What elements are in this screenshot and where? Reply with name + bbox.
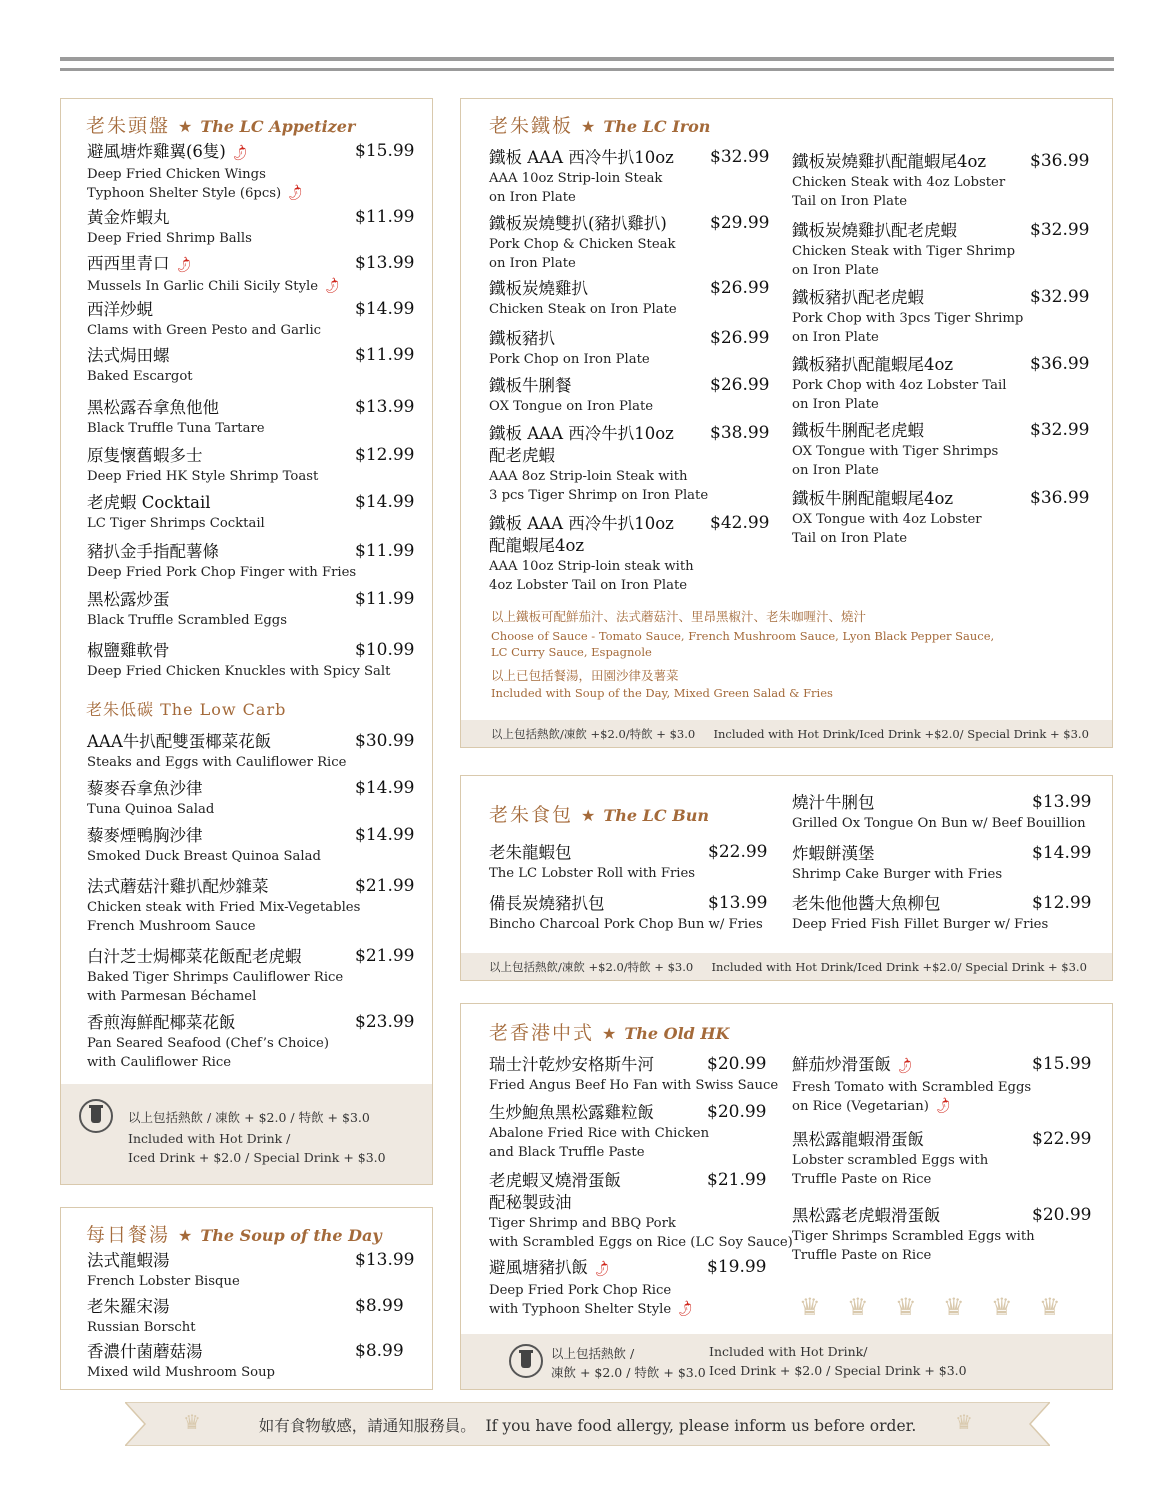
sauce-note-en1: Choose of Sauce - Tomato Sauce, French Mushroom Sauce, Lyon Black Pepper Sauce, <box>491 629 995 643</box>
item-name-en: Baked Tiger Shrimps Cauliflower Rice <box>87 970 344 985</box>
item-name-en: Shrimp Cake Burger with Fries <box>792 867 1003 882</box>
item-price: $11.99 <box>355 207 415 227</box>
bun-drink-note: 以上包括熱飲/凍飲 +$2.0/特飲 + $3.0 Included with Hot Drink/Iced Drink +$2.0/ Special Drink + $3.0 <box>489 960 1087 974</box>
bun-title: 老朱食包 ★ The LC Bun <box>489 804 709 826</box>
item-name-en: Clams with Green Pesto and Garlic <box>87 323 322 338</box>
menu-item <box>87 778 415 819</box>
item-name-en: Tiger Shrimp and BBQ Pork <box>489 1216 676 1231</box>
item-name-zh-line2: 配龍蝦尾4oz <box>489 536 585 555</box>
item-name-en: Deep Fried Pork Chop Rice <box>489 1283 672 1298</box>
item-name-en: Pork Chop & Chicken Steak <box>489 237 676 252</box>
item-name-en: Lobster scrambled Eggs with <box>792 1153 989 1168</box>
item-name-en: AAA 10oz Strip-loin Steak <box>489 171 663 186</box>
menu-item <box>792 1054 1092 1117</box>
menu-item <box>87 1012 415 1072</box>
item-name-en-line2: on Iron Plate <box>792 397 879 412</box>
item-name-zh: 鐵板 AAA 西冷牛扒10oz <box>489 514 674 533</box>
item-name-zh: 鐵板炭燒雞扒配龍蝦尾4oz <box>792 152 987 171</box>
item-name-en: French Lobster Bisque <box>87 1274 240 1289</box>
chili-icon: 🌶 <box>321 276 343 297</box>
item-name-zh: 鐵板豬扒配龍蝦尾4oz <box>792 355 954 374</box>
item-price: $12.99 <box>355 445 415 465</box>
item-name-zh: 黃金炸蝦丸 <box>87 208 170 227</box>
item-name-zh: 鐵板炭燒雞扒 <box>489 279 588 298</box>
item-price: $22.99 <box>708 842 768 862</box>
item-name-en-line2: on Iron Plate <box>792 330 879 345</box>
item-name-zh: 西洋炒蜆 <box>87 300 153 319</box>
bun-drink-bar <box>461 953 1112 980</box>
menu-item <box>792 893 1092 934</box>
item-price: $11.99 <box>355 589 415 609</box>
item-price: $14.99 <box>355 492 415 512</box>
item-name-en: Russian Borscht <box>87 1320 196 1335</box>
chili-icon: 🌶 <box>894 1056 916 1077</box>
item-name-en-line2: on Iron Plate <box>489 190 576 205</box>
item-name-zh: 鐵板炭燒雙扒(豬扒雞扒) <box>489 214 667 233</box>
item-price: $13.99 <box>355 1250 415 1270</box>
menu-item <box>792 220 1090 280</box>
iron-drink-note: 以上包括熱飲/凍飲 +$2.0/特飲 + $3.0 Included with Hot Drink/Iced Drink +$2.0/ Special Drink + $3.0 <box>491 727 1089 741</box>
item-name-zh: 鐵板 AAA 西冷牛扒10oz <box>489 148 674 167</box>
item-name-en: Pan Seared Seafood (Chef’s Choice) <box>87 1036 329 1051</box>
item-name-en-line2: with Parmesan Béchamel <box>87 989 257 1004</box>
menu-item <box>87 1341 404 1382</box>
crown-icon: ♛ <box>955 1410 973 1434</box>
item-name-en-line2: on Rice (Vegetarian) 🌶 <box>792 1096 954 1117</box>
item-name-zh: 老虎蝦 Cocktail <box>87 493 211 512</box>
menu-item <box>792 488 1090 548</box>
item-name-en-line2: Truffle Paste on Rice <box>792 1172 932 1187</box>
item-name-zh: 鐵板牛脷配龍蝦尾4oz <box>792 489 954 508</box>
item-name-zh: 鐵板牛脷配老虎蝦 <box>792 421 924 440</box>
item-name-en-line2: on Iron Plate <box>792 263 879 278</box>
menu-item <box>87 207 415 248</box>
item-price: $8.99 <box>355 1341 404 1361</box>
drink-note-en1: Included with Hot Drink / <box>128 1131 291 1146</box>
item-name-zh: 香濃什菌蘑菇湯 <box>87 1342 203 1361</box>
item-price: $42.99 <box>710 513 770 533</box>
item-name-en-line2: 4oz Lobster Tail on Iron Plate <box>489 578 688 593</box>
item-price: $14.99 <box>355 299 415 319</box>
item-name-zh: 老朱羅宋湯 <box>87 1297 170 1316</box>
item-name-en-line2: Tail on Iron Plate <box>792 194 908 209</box>
item-name-en: Black Truffle Tuna Tartare <box>87 421 265 436</box>
item-name-zh: 生炒鮑魚黑松露雞粒飯 <box>489 1103 654 1122</box>
item-name-zh: 鐵板豬扒配老虎蝦 <box>792 288 924 307</box>
star-icon: ★ <box>581 806 596 825</box>
oldhk-drink-bar <box>461 1334 1112 1389</box>
star-icon: ★ <box>581 117 596 136</box>
included-note-en: Included with Soup of the Day, Mixed Green Salad & Fries <box>491 686 833 700</box>
item-name-zh: 炸蝦餅漢堡 <box>792 844 875 863</box>
item-price: $29.99 <box>710 213 770 233</box>
item-name-zh: 避風塘炸雞翼(6隻) 🌶 <box>87 141 304 165</box>
item-price: $22.99 <box>1032 1129 1092 1149</box>
item-name-zh: 豬扒金手指配薯條 <box>87 542 219 561</box>
crown-icon: ♛ <box>847 1293 869 1321</box>
oldhk-drink-zh2: 凍飲 + $2.0 / 特飲 + $3.0 <box>551 1365 706 1380</box>
item-name-zh: 法式焗田螺 <box>87 346 170 365</box>
iron-drink-bar <box>461 720 1112 747</box>
item-price: $21.99 <box>707 1170 767 1190</box>
item-name-en-line2: French Mushroom Sauce <box>87 919 256 934</box>
item-price: $36.99 <box>1030 354 1090 374</box>
item-name-zh: 避風塘豬扒飯 🌶 <box>489 1257 694 1281</box>
menu-item <box>489 1170 793 1252</box>
item-name-en: Deep Fried Shrimp Balls <box>87 231 252 246</box>
chili-icon: 🌶 <box>172 255 195 276</box>
item-price: $10.99 <box>355 640 415 660</box>
menu-item <box>489 423 770 505</box>
item-name-en: Mussels In Garlic Chili Sicily Style 🌶 <box>87 276 343 297</box>
menu-item <box>489 1054 778 1095</box>
item-price: $15.99 <box>1032 1054 1092 1074</box>
crown-icon: ♛ <box>799 1293 821 1321</box>
crown-icon: ♛ <box>1039 1293 1061 1321</box>
chili-icon: 🌶 <box>932 1096 954 1117</box>
item-price: $19.99 <box>707 1257 767 1277</box>
item-name-zh: 椒鹽雞軟骨 <box>87 641 170 660</box>
drink-cup-icon <box>79 1099 113 1133</box>
item-name-en: The LC Lobster Roll with Fries <box>489 866 696 881</box>
item-name-en-line2: Typhoon Shelter Style (6pcs) 🌶 <box>87 183 307 204</box>
item-name-en: Baked Escargot <box>87 369 193 384</box>
item-name-zh: 老朱龍蝦包 <box>489 843 572 862</box>
menu-item <box>489 328 770 369</box>
top-rule-1 <box>60 57 1114 61</box>
item-price: $26.99 <box>710 278 770 298</box>
menu-item <box>87 876 415 936</box>
menu-item <box>87 825 415 866</box>
drink-note-zh: 以上包括熱飲 / 凍飲 + $2.0 / 特飲 + $3.0 <box>128 1110 370 1125</box>
sauce-note-zh: 以上鐵板可配鮮茄汁、法式蘑菇汁、里昂黑椒汁、老朱咖喱汁、燒汁 <box>491 609 867 624</box>
oldhk-drink-en2: Iced Drink + $2.0 / Special Drink + $3.0 <box>709 1363 967 1378</box>
item-name-zh: 黑松露吞拿魚他他 <box>87 398 219 417</box>
item-name-zh: 鐵板炭燒雞扒配老虎蝦 <box>792 221 957 240</box>
item-name-zh: 鐵板豬扒 <box>489 329 555 348</box>
menu-item <box>87 1296 404 1337</box>
item-name-en: Deep Fried Chicken Knuckles with Spicy Salt <box>87 664 391 679</box>
iron-panel <box>460 98 1113 748</box>
menu-item <box>792 792 1092 833</box>
item-price: $26.99 <box>710 328 770 348</box>
item-name-zh: 原隻懷舊蝦多士 <box>87 446 203 465</box>
chili-icon: 🌶 <box>284 183 307 204</box>
soup-title: 每日餐湯 ★ The Soup of the Day <box>86 1224 382 1246</box>
item-name-zh: 瑞士汁乾炒安格斯牛河 <box>489 1055 654 1074</box>
menu-item <box>792 420 1090 480</box>
item-price: $14.99 <box>355 778 415 798</box>
item-name-en: Deep Fried Chicken Wings <box>87 167 266 182</box>
item-name-en: Chicken Steak on Iron Plate <box>489 302 677 317</box>
soup-panel <box>60 1207 433 1390</box>
appetizer-title: 老朱頭盤 ★ The LC Appetizer <box>86 115 356 137</box>
menu-item <box>87 640 415 681</box>
item-name-zh: 鐵板牛脷餐 <box>489 376 572 395</box>
drink-note-en2: Iced Drink + $2.0 / Special Drink + $3.0 <box>128 1150 386 1165</box>
menu-item <box>87 1250 415 1291</box>
oldhk-title: 老香港中式 ★ The Old HK <box>489 1022 730 1044</box>
item-price: $13.99 <box>1032 792 1092 812</box>
crown-icon: ♛ <box>943 1293 965 1321</box>
item-name-en: Tiger Shrimps Scrambled Eggs with <box>792 1229 1035 1244</box>
item-name-en: Black Truffle Scrambled Eggs <box>87 613 287 628</box>
drink-cup-icon <box>509 1344 543 1378</box>
oldhk-drink-en1: Included with Hot Drink/ <box>709 1344 868 1359</box>
item-price: $30.99 <box>355 731 415 751</box>
item-price: $8.99 <box>355 1296 404 1316</box>
item-name-zh: 黑松露炒蛋 <box>87 590 170 609</box>
item-name-en: OX Tongue with Tiger Shrimps <box>792 444 999 459</box>
iron-title: 老朱鐵板 ★ The LC Iron <box>489 115 711 137</box>
item-price: $20.99 <box>1032 1205 1092 1225</box>
item-name-en: Smoked Duck Breast Quinoa Salad <box>87 849 321 864</box>
menu-item <box>489 213 770 273</box>
item-name-en: Deep Fried Pork Chop Finger with Fries <box>87 565 357 580</box>
included-note-zh: 以上已包括餐湯，田園沙律及薯菜 <box>491 668 679 683</box>
item-name-en: Grilled Ox Tongue On Bun w/ Beef Bouillion <box>792 816 1086 831</box>
appetizer-lowcarb-panel <box>60 98 433 1185</box>
menu-item <box>87 299 415 340</box>
item-price: $20.99 <box>707 1054 767 1074</box>
item-name-en: Abalone Fried Rice with Chicken <box>489 1126 710 1141</box>
item-price: $32.99 <box>710 147 770 167</box>
item-name-zh: 備長炭燒豬扒包 <box>489 894 605 913</box>
allergy-ribbon <box>125 1402 1050 1446</box>
item-name-zh: 黑松露老虎蝦滑蛋飯 <box>792 1206 941 1225</box>
menu-item <box>489 513 770 595</box>
menu-item <box>489 893 768 934</box>
item-price: $21.99 <box>355 946 415 966</box>
menu-item <box>87 946 415 1006</box>
item-name-en: Mixed wild Mushroom Soup <box>87 1365 275 1380</box>
item-name-en-line2: 3 pcs Tiger Shrimp on Iron Plate <box>489 488 709 503</box>
top-rule-2 <box>60 68 1114 71</box>
menu-item <box>87 589 415 630</box>
item-name-en-line2: on Iron Plate <box>792 463 879 478</box>
star-icon: ★ <box>602 1024 617 1043</box>
item-price: $36.99 <box>1030 151 1090 171</box>
item-name-en: Fried Angus Beef Ho Fan with Swiss Sauce <box>489 1078 779 1093</box>
item-price: $26.99 <box>710 375 770 395</box>
item-name-zh: 西西里青口 🌶 <box>87 253 341 277</box>
item-price: $23.99 <box>355 1012 415 1032</box>
menu-item <box>489 375 770 416</box>
menu-item <box>87 541 415 582</box>
item-price: $13.99 <box>355 397 415 417</box>
oldhk-drink-zh1: 以上包括熱飲 / <box>551 1346 635 1361</box>
item-name-zh: 白汁芝士焗椰菜花飯配老虎蝦 <box>87 947 302 966</box>
item-name-en: Pork Chop on Iron Plate <box>489 352 650 367</box>
item-name-en: Tuna Quinoa Salad <box>87 802 215 817</box>
item-name-en-line2: Tail on Iron Plate <box>792 531 908 546</box>
item-name-en-line2: Truffle Paste on Rice <box>792 1248 932 1263</box>
item-price: $13.99 <box>708 893 768 913</box>
crown-icon: ♛ <box>991 1293 1013 1321</box>
item-name-zh-line2: 配老虎蝦 <box>489 446 555 465</box>
item-price: $21.99 <box>355 876 415 896</box>
crown-icon: ♛ <box>895 1293 917 1321</box>
sauce-note-en2: LC Curry Sauce, Espagnole <box>491 645 652 659</box>
item-name-en: Bincho Charcoal Pork Chop Bun w/ Fries <box>489 917 763 932</box>
item-name-en: OX Tongue with 4oz Lobster <box>792 512 982 527</box>
item-price: $11.99 <box>355 541 415 561</box>
menu-item <box>87 492 415 533</box>
item-price: $13.99 <box>355 253 415 273</box>
menu-item <box>489 147 770 207</box>
item-name-zh: 老虎蝦叉燒滑蛋飯 <box>489 1171 621 1190</box>
allergy-note: 如有食物敏感，請通知服務員。 If you have food allergy, please inform us before order. <box>258 1417 917 1435</box>
item-name-en-line2: with Scrambled Eggs on Rice (LC Soy Sauce) <box>489 1235 793 1250</box>
star-icon: ★ <box>178 1226 193 1245</box>
item-name-en-line2: on Iron Plate <box>489 256 576 271</box>
item-name-zh: 法式蘑菇汁雞扒配炒雜菜 <box>87 877 269 896</box>
item-price: $38.99 <box>710 423 770 443</box>
item-name-en: OX Tongue on Iron Plate <box>489 399 654 414</box>
item-price: $20.99 <box>707 1102 767 1122</box>
menu-item <box>792 354 1090 414</box>
item-name-en: Deep Fried Fish Fillet Burger w/ Fries <box>792 917 1049 932</box>
item-name-zh: 藜麥煙鴨胸沙律 <box>87 826 203 845</box>
item-name-en: AAA 8oz Strip-loin Steak with <box>489 469 688 484</box>
item-name-en: Deep Fried HK Style Shrimp Toast <box>87 469 319 484</box>
item-name-zh: 藜麥吞拿魚沙律 <box>87 779 203 798</box>
menu-item <box>792 1129 1092 1189</box>
item-name-en-line2: with Cauliflower Rice <box>87 1055 232 1070</box>
chili-icon: 🌶 <box>674 1299 697 1320</box>
item-name-en: Chicken Steak with 4oz Lobster <box>792 175 1006 190</box>
menu-item <box>87 141 415 204</box>
menu-item <box>87 731 415 772</box>
item-name-en: AAA 10oz Strip-loin steak with <box>489 559 694 574</box>
item-price: $32.99 <box>1030 287 1090 307</box>
item-price: $14.99 <box>355 825 415 845</box>
item-name-zh: 老朱他他醬大魚柳包 <box>792 894 941 913</box>
lowcarb-drink-bar <box>61 1084 432 1184</box>
item-name-en: LC Tiger Shrimps Cocktail <box>87 516 265 531</box>
item-price: $14.99 <box>1032 843 1092 863</box>
item-name-en: Pork Chop with 4oz Lobster Tail <box>792 378 1007 393</box>
menu-item <box>792 1205 1092 1265</box>
menu-item <box>489 842 768 883</box>
menu-item <box>792 151 1090 211</box>
item-name-en: Fresh Tomato with Scrambled Eggs <box>792 1080 1032 1095</box>
item-name-zh: 香煎海鮮配椰菜花飯 <box>87 1013 236 1032</box>
star-icon: ★ <box>178 117 193 136</box>
menu-item <box>489 1257 767 1320</box>
item-name-zh: 法式龍蝦湯 <box>87 1251 170 1270</box>
chili-icon: 🌶 <box>229 143 251 164</box>
item-name-zh: AAA牛扒配雙蛋椰菜花飯 <box>87 732 272 751</box>
item-name-zh-line2: 配秘製豉油 <box>489 1193 572 1212</box>
lowcarb-title: 老朱低碳 The Low Carb <box>86 700 287 719</box>
menu-item <box>87 445 415 486</box>
item-price: $32.99 <box>1030 420 1090 440</box>
item-price: $36.99 <box>1030 488 1090 508</box>
item-name-zh: 燒汁牛脷包 <box>792 793 875 812</box>
item-name-en: Pork Chop with 3pcs Tiger Shrimp <box>792 311 1024 326</box>
menu-item <box>87 253 415 297</box>
item-name-zh: 鐵板 AAA 西冷牛扒10oz <box>489 424 674 443</box>
menu-item <box>489 278 770 319</box>
item-name-zh: 鮮茄炒滑蛋飯 🌶 <box>792 1054 1031 1078</box>
item-name-zh: 黑松露龍蝦滑蛋飯 <box>792 1130 924 1149</box>
menu-item <box>87 397 415 438</box>
menu-item <box>792 843 1092 884</box>
bun-panel <box>460 775 1113 981</box>
chili-icon: 🌶 <box>591 1259 613 1280</box>
crown-icon: ♛ <box>183 1410 201 1434</box>
item-name-en-line2: with Typhoon Shelter Style 🌶 <box>489 1299 697 1320</box>
item-price: $32.99 <box>1030 220 1090 240</box>
menu-item <box>792 287 1090 347</box>
item-price: $15.99 <box>355 141 415 161</box>
menu-item <box>489 1102 767 1162</box>
oldhk-panel <box>460 1003 1113 1390</box>
item-name-en: Steaks and Eggs with Cauliflower Rice <box>87 755 347 770</box>
item-name-en: Chicken steak with Fried Mix-Vegetables <box>87 900 361 915</box>
item-name-en-line2: and Black Truffle Paste <box>489 1145 645 1160</box>
item-price: $12.99 <box>1032 893 1092 913</box>
item-price: $11.99 <box>355 345 415 365</box>
item-name-en: Chicken Steak with Tiger Shrimp <box>792 244 1016 259</box>
menu-item <box>87 345 415 386</box>
